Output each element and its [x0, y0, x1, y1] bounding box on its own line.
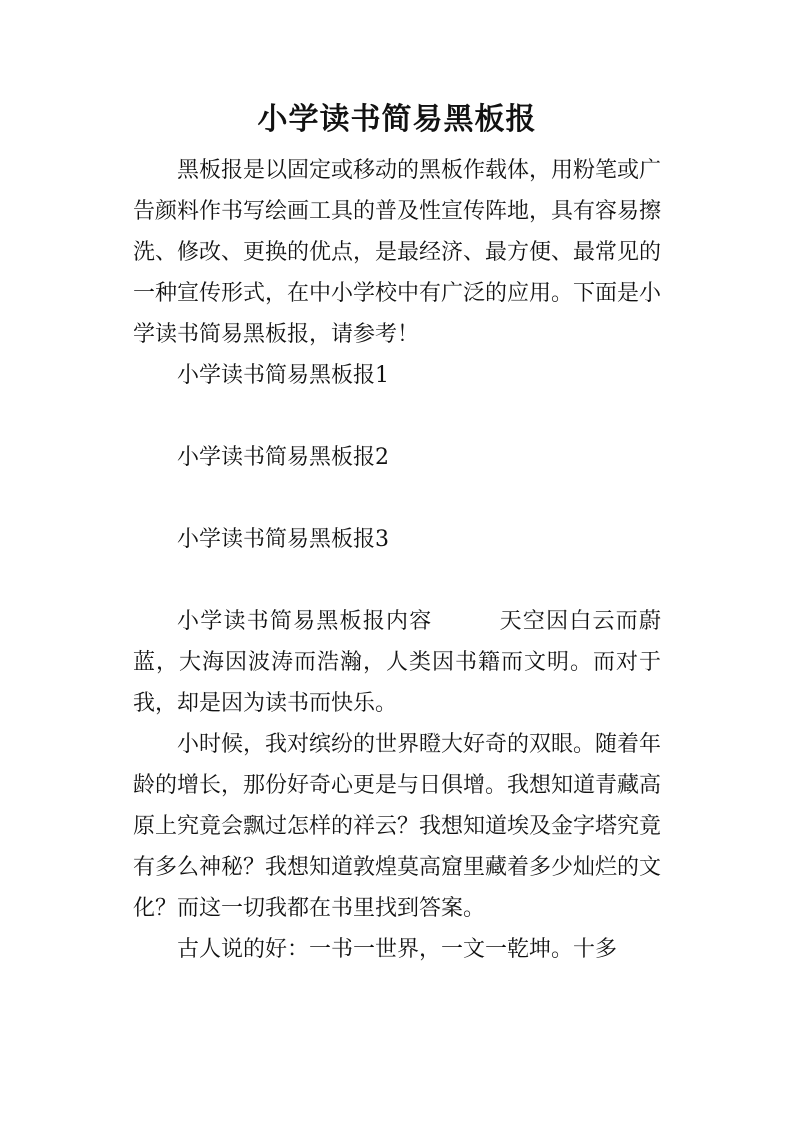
content-paragraph [133, 601, 661, 724]
page-title: 小学读书简易黑板报 [257, 102, 537, 137]
intro-paragraph: 黑板报是以固定或移动的黑板作载体，用粉笔或广告颜料作书写绘画工具的普及性宣传阵地，具有容易擦洗、修改、更换的优点，是最经济、最方便、最常见的一种宣传形式，在中小学校中有广泛的应用。下面是小学读书简易黑板报，请参考！ [133, 158, 662, 347]
paragraph-ancients: 古人说的好：一书一世界，一文一乾坤。十多 [177, 937, 618, 962]
section-item-3: 小学读书简易黑板报3 [177, 527, 389, 552]
content-heading: 小学读书简易黑板报内容 [177, 609, 433, 634]
section-item-1: 小学读书简易黑板报1 [177, 363, 389, 388]
section-item-2: 小学读书简易黑板报2 [177, 445, 389, 470]
document-body [133, 150, 661, 970]
content-text: 天空因白云而蔚蓝，大海因波涛而浩瀚，人类因书籍而文明。而对于我，却是因为读书而快乐。 [133, 609, 661, 716]
paragraph-childhood: 小时候，我对缤纷的世界瞪大好奇的双眼。随着年龄的增长，那份好奇心更是与日俱增。我想知道青藏高原上究竟会飘过怎样的祥云？我想知道埃及金字塔究竟有多么神秘？我想知道敦煌莫高窟里藏着多少灿烂的文化？而这一切我都在书里找到答案。 [133, 732, 662, 921]
